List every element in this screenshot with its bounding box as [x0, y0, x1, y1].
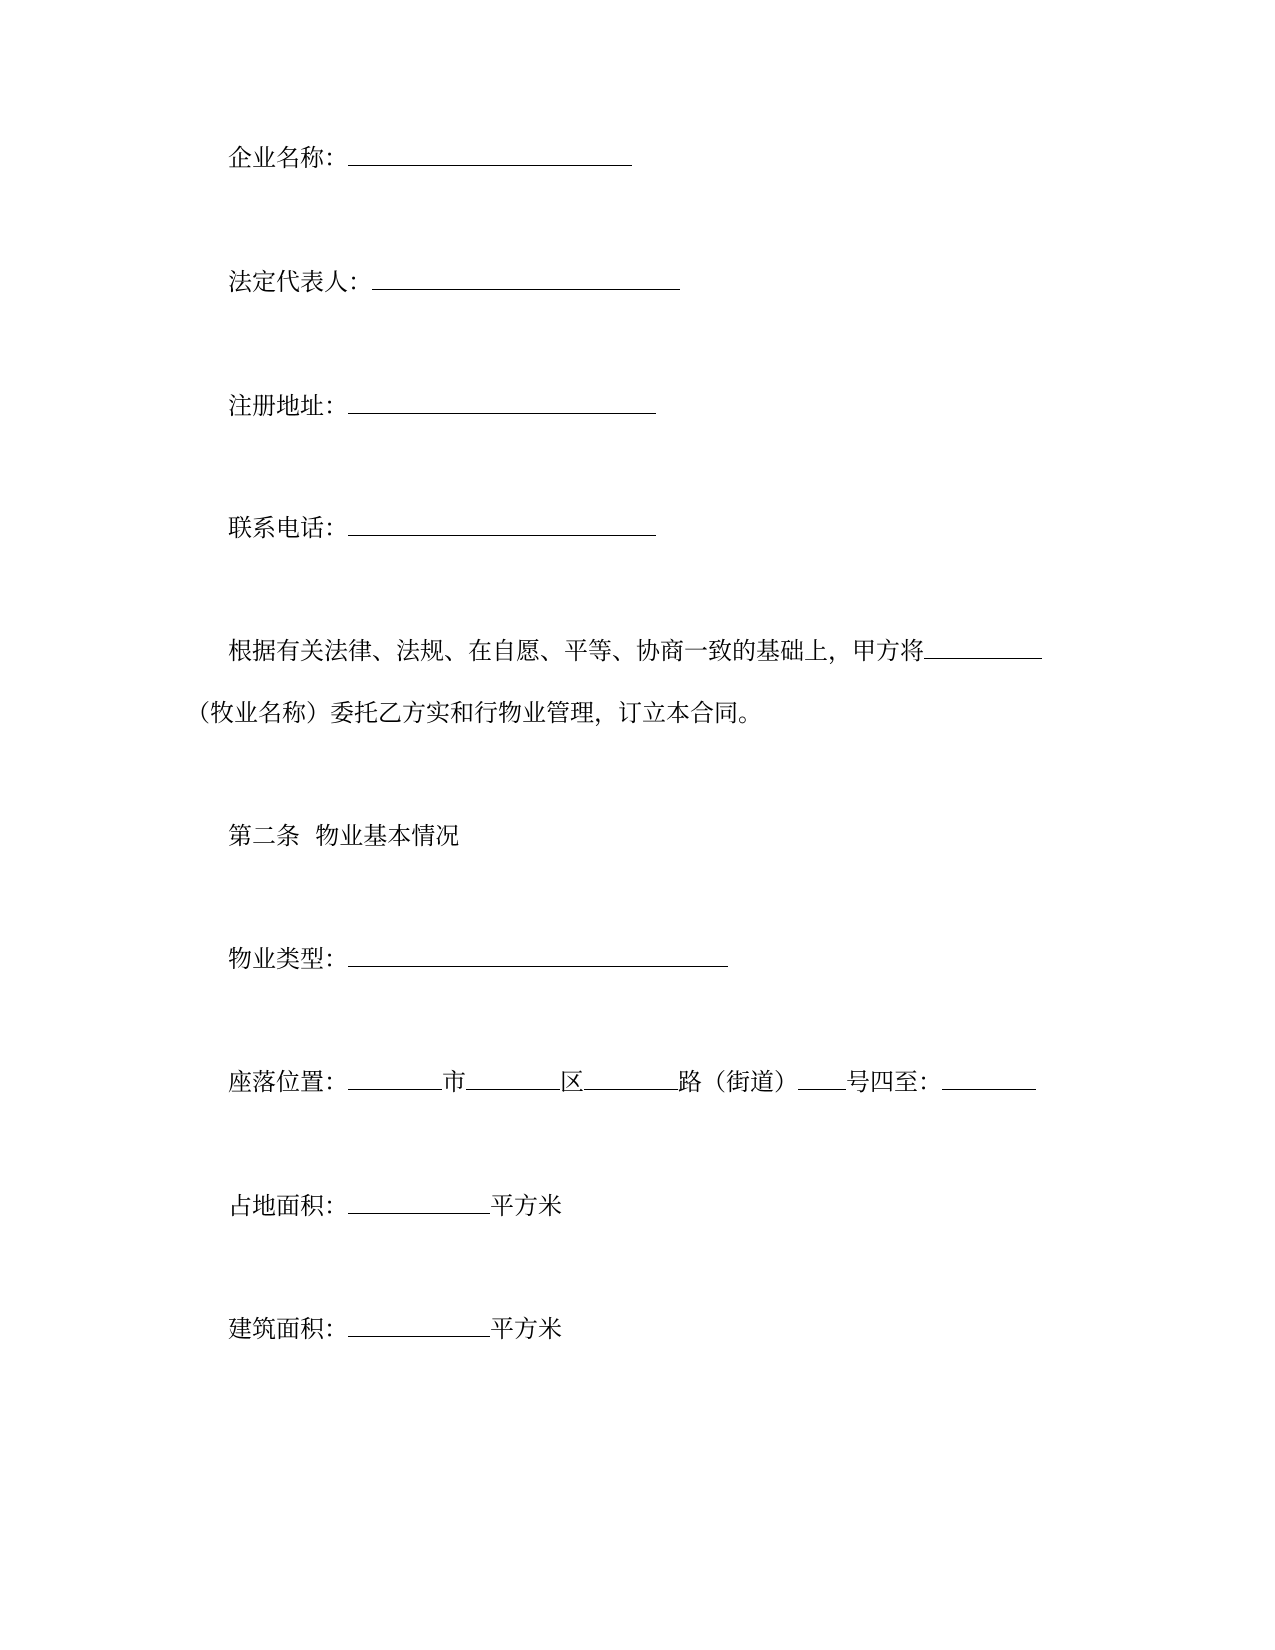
location-bounds-blank[interactable] [942, 1065, 1036, 1090]
location-label: 座落位置： [228, 1068, 348, 1096]
location-number-text: 号四至： [846, 1068, 942, 1096]
property-type-row [228, 939, 728, 979]
article-2-title: 第二条 物业基本情况 [228, 822, 460, 850]
land-area-label: 占地面积： [228, 1192, 348, 1220]
reg-address-blank[interactable] [348, 389, 656, 414]
company-name-blank[interactable] [348, 141, 632, 166]
location-row [228, 1062, 1036, 1102]
reg-address-row [228, 386, 656, 426]
building-area-row [228, 1309, 562, 1349]
legal-rep-label: 法定代表人： [228, 268, 372, 296]
phone-blank[interactable] [348, 511, 656, 536]
location-city-text: 市 [442, 1068, 466, 1096]
building-area-blank[interactable] [348, 1312, 490, 1337]
location-road-text: 路（街道） [678, 1068, 798, 1096]
reg-address-label: 注册地址： [228, 392, 348, 420]
property-type-blank[interactable] [348, 942, 728, 967]
land-area-blank[interactable] [348, 1189, 490, 1214]
building-area-label: 建筑面积： [228, 1315, 348, 1343]
intro-text-2: （牧业名称）委托乙方实和行物业管理，订立本合同。 [186, 699, 762, 727]
company-name-row [228, 138, 632, 178]
article-2-heading [228, 816, 459, 856]
land-area-row [228, 1186, 562, 1226]
phone-label: 联系电话： [228, 514, 348, 542]
building-area-unit: 平方米 [490, 1315, 562, 1343]
intro-text-1: 根据有关法律、法规、在自愿、平等、协商一致的基础上，甲方将 [228, 637, 924, 665]
company-name-label: 企业名称： [228, 144, 348, 172]
legal-rep-blank[interactable] [372, 265, 680, 290]
intro-line-1 [228, 631, 1042, 671]
property-type-label: 物业类型： [228, 945, 348, 973]
land-area-unit: 平方米 [490, 1192, 562, 1220]
location-district-text: 区 [560, 1068, 584, 1096]
location-number-blank[interactable] [798, 1065, 846, 1090]
intro-line-2 [186, 693, 762, 733]
location-road-blank[interactable] [584, 1065, 678, 1090]
property-name-blank[interactable] [924, 634, 1042, 659]
legal-rep-row [228, 262, 680, 302]
location-city-blank[interactable] [348, 1065, 442, 1090]
phone-row [228, 508, 656, 548]
location-district-blank[interactable] [466, 1065, 560, 1090]
